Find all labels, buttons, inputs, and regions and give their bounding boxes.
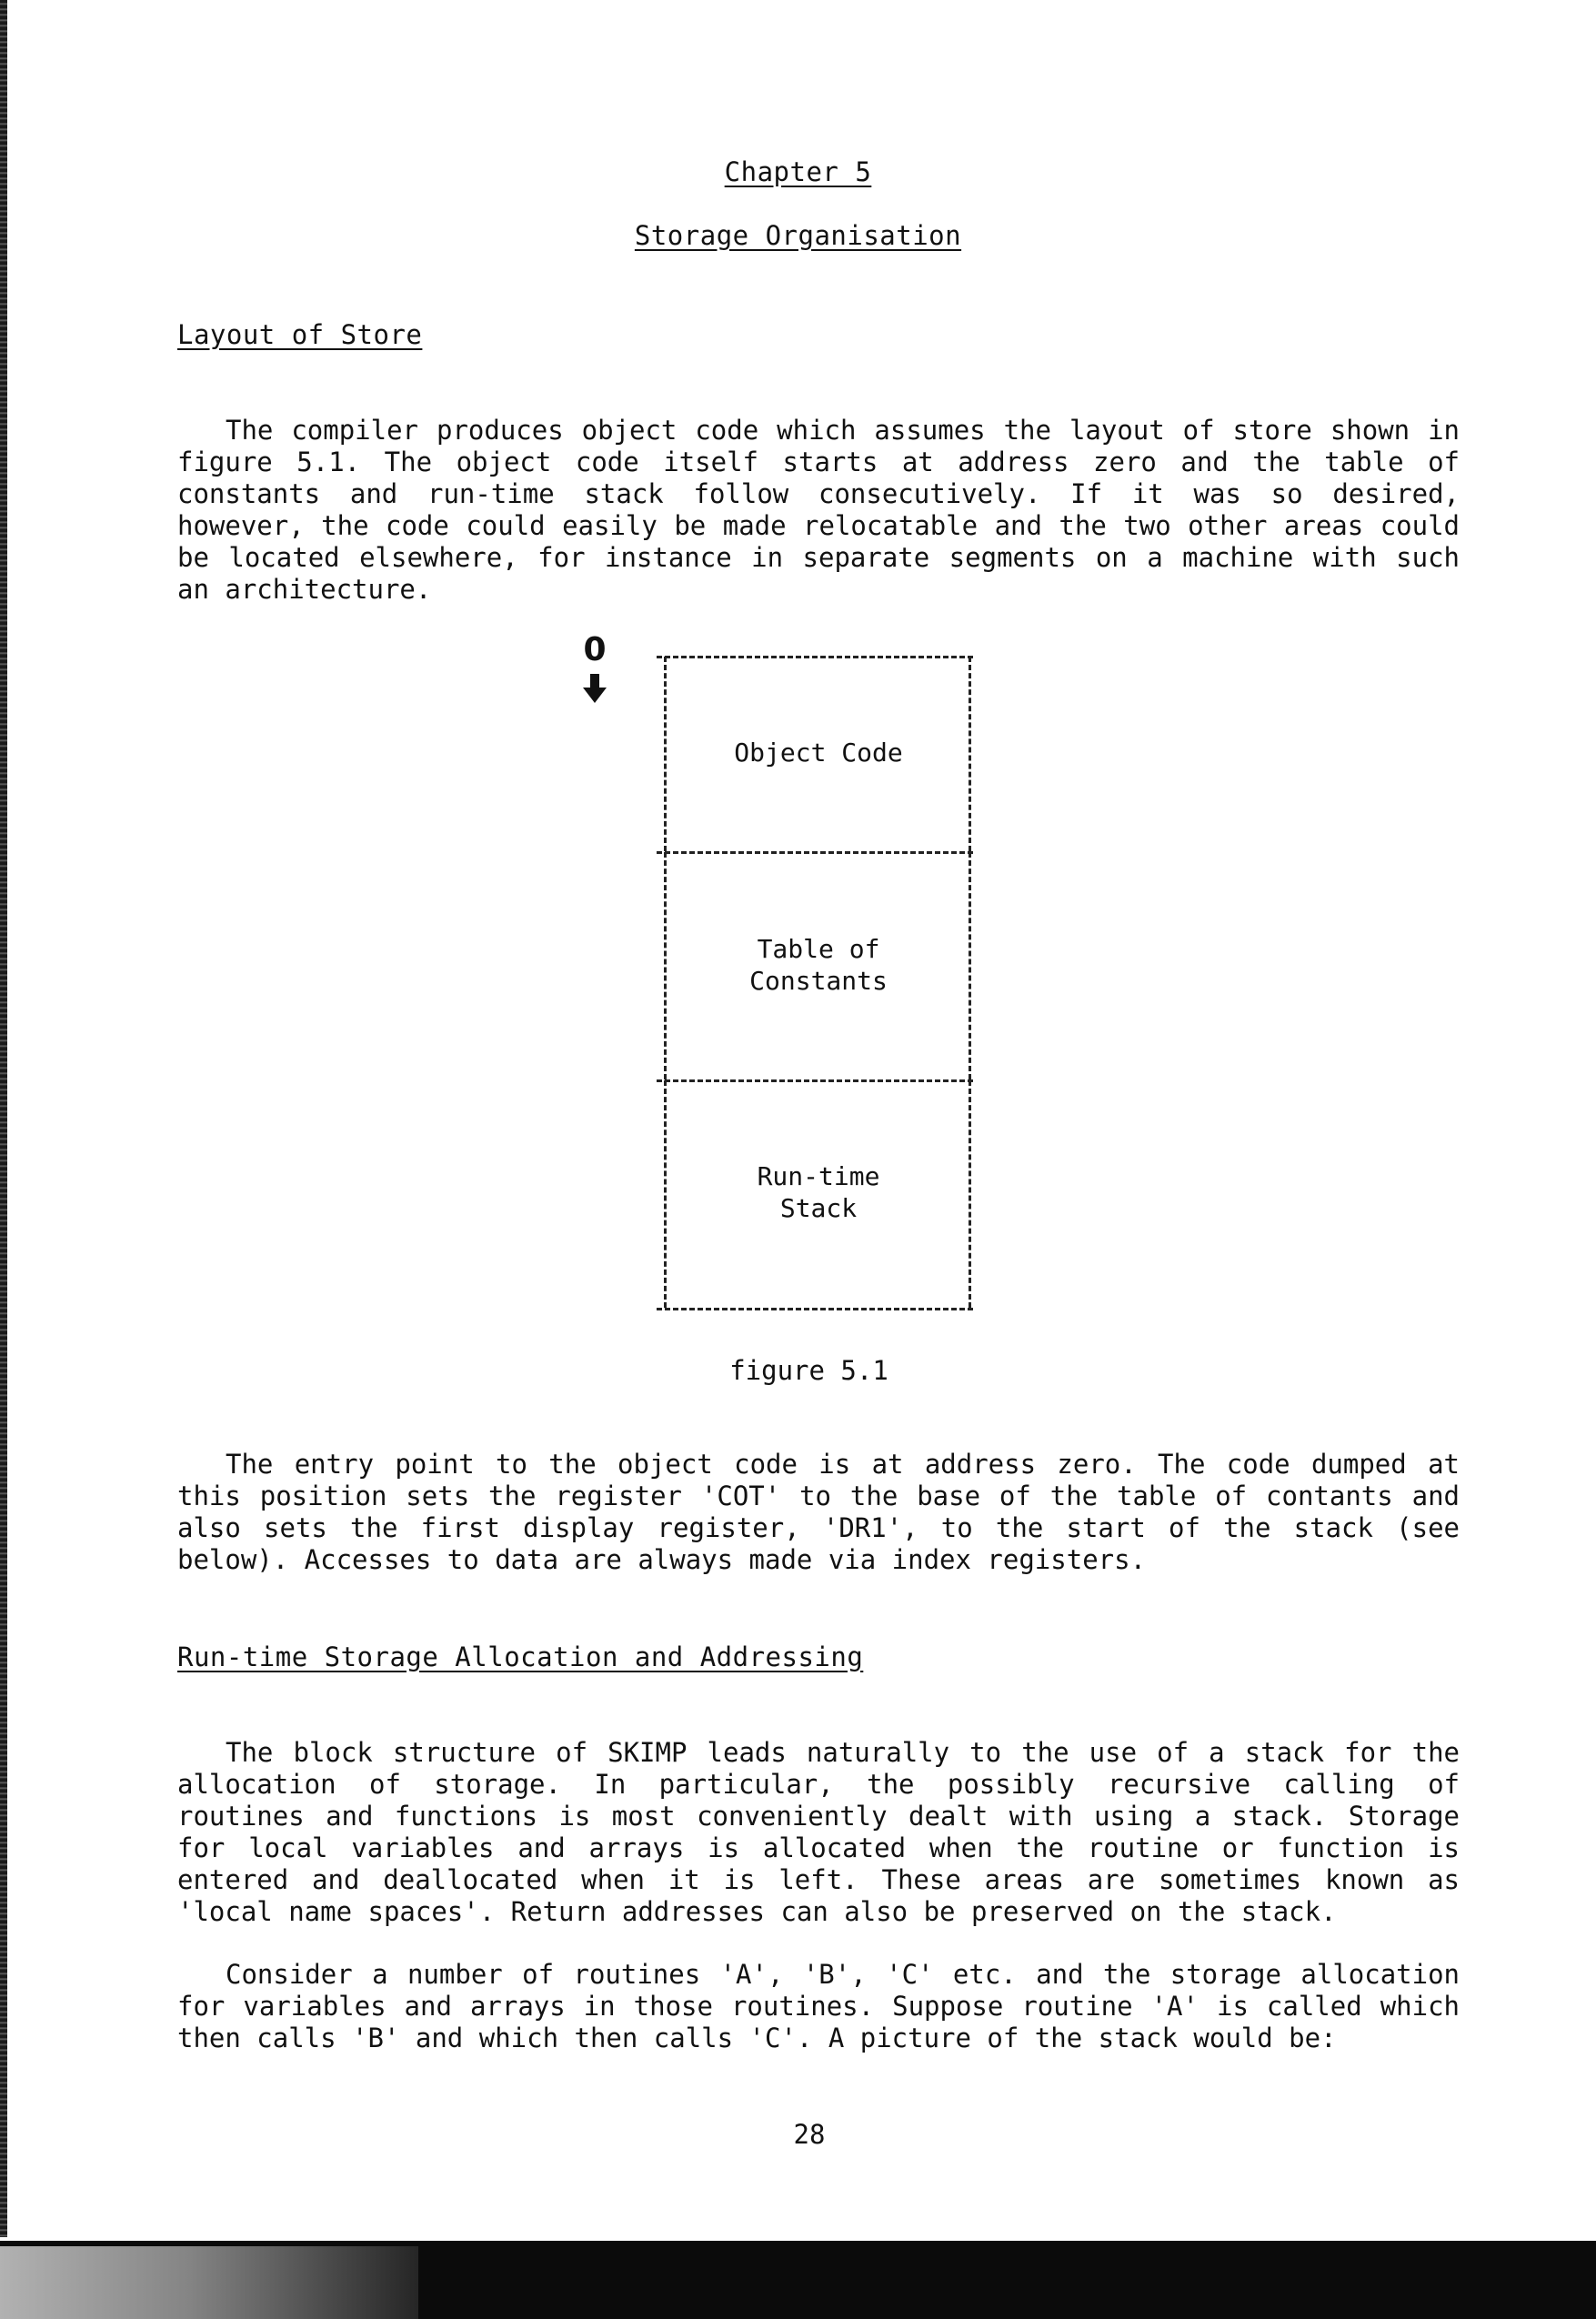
paragraph-line: below). Accesses to data are always made via index registers.	[177, 1544, 1147, 1575]
paragraph-line: however, the code could easily be made relocatable and the two other areas could	[177, 510, 1460, 541]
paragraph-line: figure 5.1. The object code itself starts at address zero and the table of	[177, 447, 1460, 477]
section-heading-layout-of-store: Layout of Store	[177, 319, 423, 350]
paragraph-line: this position sets the register 'COT' to the base of the table of contants and	[177, 1481, 1460, 1511]
paragraph-line: Consider a number of routines 'A', 'B', 'C' etc. and the storage allocation	[226, 1959, 1460, 1990]
block-label-run-time-stack: Run-time Stack	[757, 1161, 880, 1223]
block-label-object-code: Object Code	[734, 738, 903, 768]
paragraph-line: for local variables and arrays is allocated when the routine or function is	[177, 1832, 1460, 1863]
store-layout-diagram	[655, 637, 982, 1320]
page-number: 28	[793, 2119, 826, 2150]
paragraph-line: 'local name spaces'. Return addresses can also be preserved on the stack.	[177, 1896, 1337, 1927]
start-address-label: 0	[583, 635, 607, 668]
figure-caption: figure 5.1	[729, 1355, 888, 1386]
paragraph-line: be located elsewhere, for instance in separate segments on a machine with such	[177, 542, 1460, 573]
scan-left-edge	[0, 0, 7, 2237]
down-arrow-icon	[577, 635, 613, 717]
paragraph-line: then calls 'B' and which then calls 'C'. A picture of the stack would be:	[177, 2023, 1337, 2053]
paragraph-line: an architecture.	[177, 574, 432, 605]
address-zero-marker	[577, 635, 613, 717]
paragraph-line: also sets the first display register, 'DR1', to the start of the stack (see	[177, 1512, 1460, 1543]
scan-bottom-shadow	[0, 2246, 418, 2319]
paragraph-block-structure	[177, 1737, 1460, 1928]
paragraph-line: The block structure of SKIMP leads naturally to the use of a stack for the	[226, 1737, 1460, 1768]
paragraph-line: allocation of storage. In particular, the possibly recursive calling of	[177, 1769, 1460, 1800]
chapter-title: Storage Organisation	[634, 220, 962, 251]
section-heading-run-time-storage: Run-time Storage Allocation and Addressing	[177, 1641, 864, 1672]
paragraph-line: The entry point to the object code is at address zero. The code dumped at	[226, 1449, 1460, 1480]
paragraph-line: constants and run-time stack follow consecutively. If it was so desired,	[177, 478, 1460, 509]
paragraph-consider-routines	[177, 1959, 1460, 2054]
paragraph-line: for variables and arrays in those routines. Suppose routine 'A' is called which	[177, 1991, 1460, 2022]
paragraph-line: The compiler produces object code which assumes the layout of store shown in	[226, 415, 1460, 446]
paragraph-line: routines and functions is most conveniently dealt with using a stack. Storage	[177, 1801, 1460, 1832]
paragraph-layout-of-store	[177, 415, 1460, 606]
paragraph-line: entered and deallocated when it is left. These areas are sometimes known as	[177, 1864, 1460, 1895]
diagram-rule-bottom	[657, 1308, 973, 1310]
block-label-table-of-constants: Table of Constants	[749, 934, 888, 996]
chapter-number: Chapter 5	[724, 156, 872, 187]
paragraph-entry-point	[177, 1449, 1460, 1576]
